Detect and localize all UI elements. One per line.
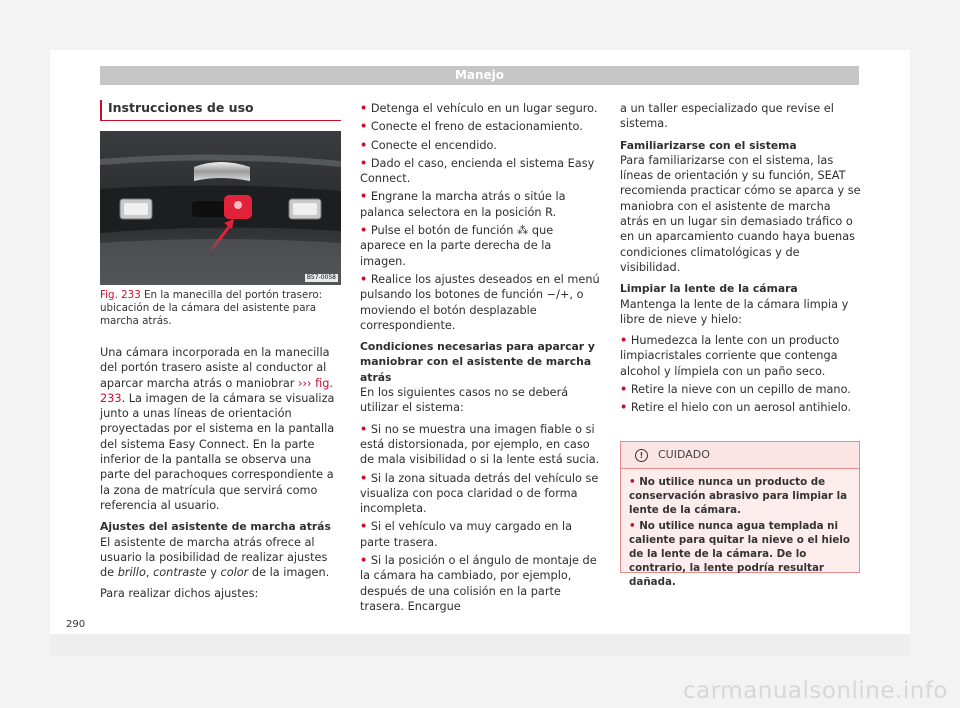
page-number: 290 — [66, 619, 86, 630]
list-item: • No utilice nunca agua templada ni caliente para quitar la nieve o el hielo de la lente de la cámara. De lo contrario, la lente podría resultar dañada. — [629, 520, 851, 588]
ajustes-intro: Para realizar dichos ajustes: — [100, 587, 259, 601]
familiarizarse-paragraph: Para familiarizarse con el sistema, las líneas de orientación y su función, SEAT recomienda practicar cómo se aparca y se maniobra con el asistente de marcha atrás en un lugar sin demasiado tráfico o en un aparcamiento cuando haya buenas condiciones climatológicas y de visibilidad. — [620, 153, 861, 274]
heading-ajustes: Ajustes del asistente de marcha atrás — [100, 520, 331, 534]
bullet-icon: • — [360, 471, 368, 485]
bullet-icon: • — [360, 422, 368, 436]
condiciones-paragraph: En los siguientes casos no se deberá utilizar el sistema: — [360, 386, 569, 415]
chapter-header: Manejo — [100, 66, 859, 85]
figure-label: Fig. 233 — [100, 289, 141, 301]
cleaning-list — [620, 333, 861, 415]
watermark-text: carmanualsonline.info — [682, 678, 948, 704]
list-item: • No utilice nunca un producto de conservación abrasivo para limpiar la lente de la cámara. — [629, 476, 848, 516]
list-item: • Detenga el vehículo en un lugar seguro. — [360, 102, 598, 115]
caution-title: CUIDADO — [658, 448, 710, 461]
list-item: • Retire el hielo con un aerosol antihielo. — [620, 401, 852, 415]
tailgate-illustration — [100, 131, 341, 285]
section-title-text: Instrucciones de uso — [108, 100, 254, 115]
bullet-icon: • — [360, 120, 368, 134]
list-item: • Conecte el encendido. — [360, 138, 497, 152]
list-item: • Humedezca la lente con un producto limpiacristales corriente que contenga alcohol y límpiela con un paño seco. — [620, 334, 840, 378]
figure-caption — [100, 289, 340, 328]
continued-paragraph: a un taller especializado que revise el sistema. — [620, 102, 834, 131]
bullet-icon: • — [620, 383, 628, 397]
section-title — [100, 100, 341, 115]
heading-condiciones: Condiciones necesarias para aparcar y maniobrar con el asistente de marcha atrás — [360, 340, 595, 384]
list-item: • Si la zona situada detrás del vehículo se visualiza con poca claridad o de forma incompleta. — [360, 471, 599, 516]
list-item: • Engrane la marcha atrás o sitúe la palanca selectora en la posición R. — [360, 190, 566, 219]
caution-box — [620, 441, 860, 588]
bullet-icon: • — [360, 156, 368, 170]
bullet-icon: • — [360, 520, 368, 534]
list-item: • Pulse el botón de función ⁂ que aparece en la parte derecha de la imagen. — [360, 224, 554, 268]
column-1 — [100, 345, 344, 608]
caution-header — [621, 442, 859, 469]
bullet-icon: • — [360, 554, 368, 568]
bullet-icon: • — [360, 138, 368, 152]
bullet-icon: • — [360, 224, 368, 238]
list-item: • Realice los ajustes deseados en el menú pulsando los botones de función −/+, o moviendo el botón desplazable correspondiente. — [360, 272, 600, 332]
bullet-icon: • — [360, 102, 368, 115]
bullet-icon: • — [360, 190, 368, 204]
bullet-icon: • — [629, 476, 636, 488]
cases-list — [360, 422, 600, 615]
bullet-icon: • — [360, 272, 368, 286]
figure-reference-link[interactable]: ››› fig. 233 — [100, 376, 334, 405]
limpiar-paragraph: Mantenga la lente de la cámara limpia y libre de nieve y hielo: — [620, 297, 849, 326]
list-item: • Retire la nieve con un cepillo de mano. — [620, 383, 851, 397]
heading-limpiar: Limpiar la lente de la cámara — [620, 282, 798, 296]
page-footer-band — [50, 634, 910, 656]
intro-paragraph: Una cámara incorporada en la manecilla del portón trasero asiste al conductor al aparcar marcha atrás o maniobrar ››› fig. 233. La imagen de la cámara se visualiza junto a unas líneas de orientación proyectadas por el sistema en la pantalla del sistema Easy Connect. En la parte inferior de la pantalla se observa una parte del parachoques correspondiente a la zona de matrícula que servirá como referencia al usuario. — [100, 346, 335, 512]
figure-code: B57-0058 — [306, 274, 336, 281]
bullet-icon: • — [620, 334, 628, 348]
column-3 — [620, 101, 861, 419]
ajustes-paragraph: El asistente de marcha atrás ofrece al usuario la posibilidad de realizar ajustes de brillo, contraste y color de la imagen. — [100, 535, 330, 580]
steps-list — [360, 101, 600, 333]
bullet-icon: • — [620, 401, 628, 415]
warning-icon: ! — [635, 449, 648, 462]
figure-tailgate-camera — [100, 131, 341, 285]
heading-familiarizarse: Familiarizarse con el sistema — [620, 138, 797, 152]
figure-caption-text: En la manecilla del portón trasero: ubicación de la cámara del asistente para marcha atrás. — [100, 289, 323, 327]
list-item: • Dado el caso, encienda el sistema Easy Connect. — [360, 156, 595, 186]
list-item: • Si la posición o el ángulo de montaje de la cámara ha cambiado, por ejemplo, después de una colisión en la parte trasera. Encargue — [360, 554, 597, 613]
caution-body — [621, 469, 859, 589]
list-item: • Si no se muestra una imagen fiable o si está distorsionada, por ejemplo, en caso de mala visibilidad o si la lente está sucia. — [360, 422, 600, 467]
bullet-icon: • — [629, 520, 636, 532]
list-item: • Conecte el freno de estacionamiento. — [360, 120, 583, 134]
column-2 — [360, 101, 600, 617]
list-item: • Si el vehículo va muy cargado en la parte trasera. — [360, 520, 573, 549]
section-title-rule — [100, 120, 341, 121]
